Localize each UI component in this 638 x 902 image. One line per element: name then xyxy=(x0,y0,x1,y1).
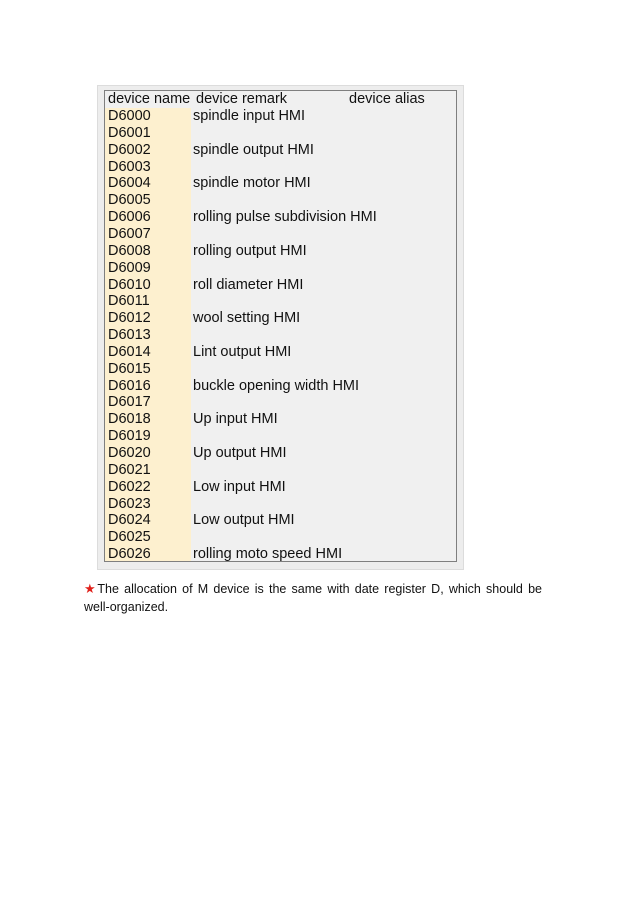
device-name-cell: D6014 xyxy=(108,343,151,360)
device-name-cell: D6008 xyxy=(108,242,151,259)
device-remark-cell: rolling pulse subdivision HMI xyxy=(193,209,377,226)
device-table xyxy=(104,90,457,562)
device-name-cell: D6010 xyxy=(108,276,151,293)
device-name-cell: D6025 xyxy=(108,529,151,546)
device-name-cell: D6004 xyxy=(108,175,151,192)
device-name-cell: D6015 xyxy=(108,360,151,377)
device-remark-cell: spindle output HMI xyxy=(193,141,314,158)
device-name-cell: D6006 xyxy=(108,209,151,226)
device-name-cell: D6009 xyxy=(108,259,151,276)
device-name-cell: D6013 xyxy=(108,327,151,344)
device-name-cell: D6005 xyxy=(108,192,151,209)
table-header-row xyxy=(105,91,456,108)
device-name-cell: D6022 xyxy=(108,478,151,495)
device-name-cell: D6007 xyxy=(108,225,151,242)
device-remark-cell: wool setting HMI xyxy=(193,310,301,327)
device-name-cell: D6011 xyxy=(108,293,150,310)
device-name-cell: D6012 xyxy=(108,310,151,327)
device-name-cell: D6000 xyxy=(108,108,151,124)
device-name-cell: D6020 xyxy=(108,445,151,461)
device-name-cell: D6019 xyxy=(108,428,151,445)
device-name-cell: D6026 xyxy=(108,546,151,562)
device-remark-cell: spindle motor HMI xyxy=(193,175,311,192)
allocation-note xyxy=(84,579,542,599)
device-name-cell: D6003 xyxy=(108,158,151,175)
device-table-screenshot xyxy=(97,85,464,570)
device-name-cell: D6021 xyxy=(108,461,151,478)
device-name-cell: D6017 xyxy=(108,394,151,411)
device-name-cell: D6002 xyxy=(108,141,151,158)
header-device-name: device name xyxy=(108,91,191,107)
device-remark-cell: Up output HMI xyxy=(193,445,287,461)
device-remark-cell: rolling output HMI xyxy=(193,242,307,259)
note-line-1: The allocation of M device is the same with date register D, which should be xyxy=(97,582,542,596)
note-line-2: well-organized. xyxy=(84,600,169,614)
device-name-cell: D6016 xyxy=(108,377,151,394)
device-name-cell: D6001 xyxy=(108,124,151,141)
device-remark-cell: roll diameter HMI xyxy=(193,276,304,293)
device-remark-cell: buckle opening width HMI xyxy=(193,377,360,394)
device-remark-cell: Low input HMI xyxy=(193,478,286,495)
device-name-cell: D6023 xyxy=(108,495,151,512)
header-device-alias: device alias xyxy=(349,91,425,107)
device-name-cell: D6024 xyxy=(108,512,151,529)
device-name-cell: D6018 xyxy=(108,411,151,428)
device-remark-cell: Low output HMI xyxy=(193,512,295,529)
device-remark-cell: spindle input HMI xyxy=(193,108,306,124)
device-remark-cell: Lint output HMI xyxy=(193,343,292,360)
star-icon: ★ xyxy=(84,581,98,596)
device-remark-cell: Up input HMI xyxy=(193,411,278,428)
device-remark-cell: rolling moto speed HMI xyxy=(193,546,343,562)
header-device-remark: device remark xyxy=(196,91,288,107)
